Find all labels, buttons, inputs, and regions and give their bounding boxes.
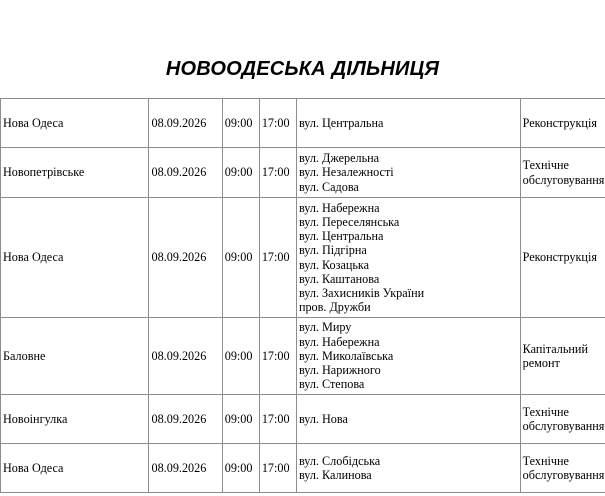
end-time-cell: 17:00	[259, 318, 296, 395]
settlement-cell: Новоінгулка	[1, 395, 149, 444]
work-type-text: ремонт	[522, 356, 560, 370]
date-cell: 08.09.2026	[149, 198, 222, 318]
street-name: пров. Дружби	[298, 300, 371, 315]
table-row	[1, 99, 605, 148]
street-name: вул. Набережна	[298, 334, 380, 349]
street-name: вул. Незалежності	[298, 165, 394, 180]
start-time-cell: 09:00	[222, 198, 259, 318]
work-type-text: Реконструкція	[522, 250, 597, 265]
street-name: вул. Степова	[298, 377, 365, 392]
street-name: вул. Джерельна	[298, 151, 380, 166]
page-title: НОВООДЕСЬКА ДІЛЬНИЦЯ	[165, 58, 440, 80]
street-name: вул. Переселянська	[298, 214, 400, 229]
settlement-cell: Новопетрівське	[1, 148, 149, 198]
street-name: вул. Центральна	[298, 229, 384, 244]
work-type-text: Капітальний	[522, 341, 588, 356]
work-type-cell	[520, 318, 605, 395]
date-cell: 08.09.2026	[149, 99, 222, 148]
street-name: вул. Нарижного	[298, 363, 381, 378]
work-type-cell	[520, 198, 605, 318]
work-type-text: Технічне	[522, 404, 569, 419]
start-time-cell: 09:00	[222, 148, 259, 198]
work-type-text: обслуговування	[522, 468, 605, 482]
street-name: вул. Слобідська	[298, 453, 381, 468]
settlement-cell: Нова Одеса	[1, 99, 149, 148]
street-name: вул. Калинова	[298, 468, 372, 482]
outage-schedule-table	[0, 98, 605, 493]
street-name: вул. Нова	[298, 411, 348, 426]
settlement-cell: Нова Одеса	[1, 198, 149, 318]
street-name: вул. Центральна	[298, 115, 384, 130]
work-type-cell	[520, 444, 605, 493]
table-row	[1, 444, 605, 493]
streets-cell	[296, 198, 520, 318]
street-name: вул. Підгірна	[298, 243, 367, 258]
streets-cell	[296, 99, 520, 148]
street-name: вул. Набережна	[298, 200, 380, 215]
work-type-cell	[520, 99, 605, 148]
work-type-text: обслуговування	[522, 419, 605, 433]
street-name: вул. Садова	[298, 179, 359, 194]
street-name: вул. Каштанова	[298, 271, 380, 286]
end-time-cell: 17:00	[259, 444, 296, 493]
date-cell: 08.09.2026	[149, 148, 222, 198]
table-row	[1, 395, 605, 444]
streets-cell	[296, 395, 520, 444]
work-type-text: Технічне	[522, 453, 569, 468]
street-name: вул. Миру	[298, 320, 352, 335]
street-name: вул. Миколаївська	[298, 348, 394, 363]
work-type-cell	[520, 395, 605, 444]
start-time-cell: 09:00	[222, 395, 259, 444]
work-type-text: обслуговування	[522, 172, 605, 187]
start-time-cell: 09:00	[222, 444, 259, 493]
date-cell: 08.09.2026	[149, 318, 222, 395]
work-type-text: Реконструкція	[522, 115, 597, 130]
table-row	[1, 318, 605, 395]
settlement-cell: Нова Одеса	[1, 444, 149, 493]
streets-cell	[296, 318, 520, 395]
street-name: вул. Козацька	[298, 257, 370, 272]
start-time-cell: 09:00	[222, 318, 259, 395]
table-row	[1, 148, 605, 198]
end-time-cell: 17:00	[259, 99, 296, 148]
work-type-text: Технічне	[522, 158, 569, 173]
end-time-cell: 17:00	[259, 198, 296, 318]
streets-cell	[296, 148, 520, 198]
end-time-cell: 17:00	[259, 395, 296, 444]
settlement-cell: Баловне	[1, 318, 149, 395]
streets-cell	[296, 444, 520, 493]
date-cell: 08.09.2026	[149, 395, 222, 444]
work-type-cell	[520, 148, 605, 198]
street-name: вул. Захисників України	[298, 285, 425, 300]
start-time-cell: 09:00	[222, 99, 259, 148]
end-time-cell: 17:00	[259, 148, 296, 198]
date-cell: 08.09.2026	[149, 444, 222, 493]
table-row	[1, 198, 605, 318]
